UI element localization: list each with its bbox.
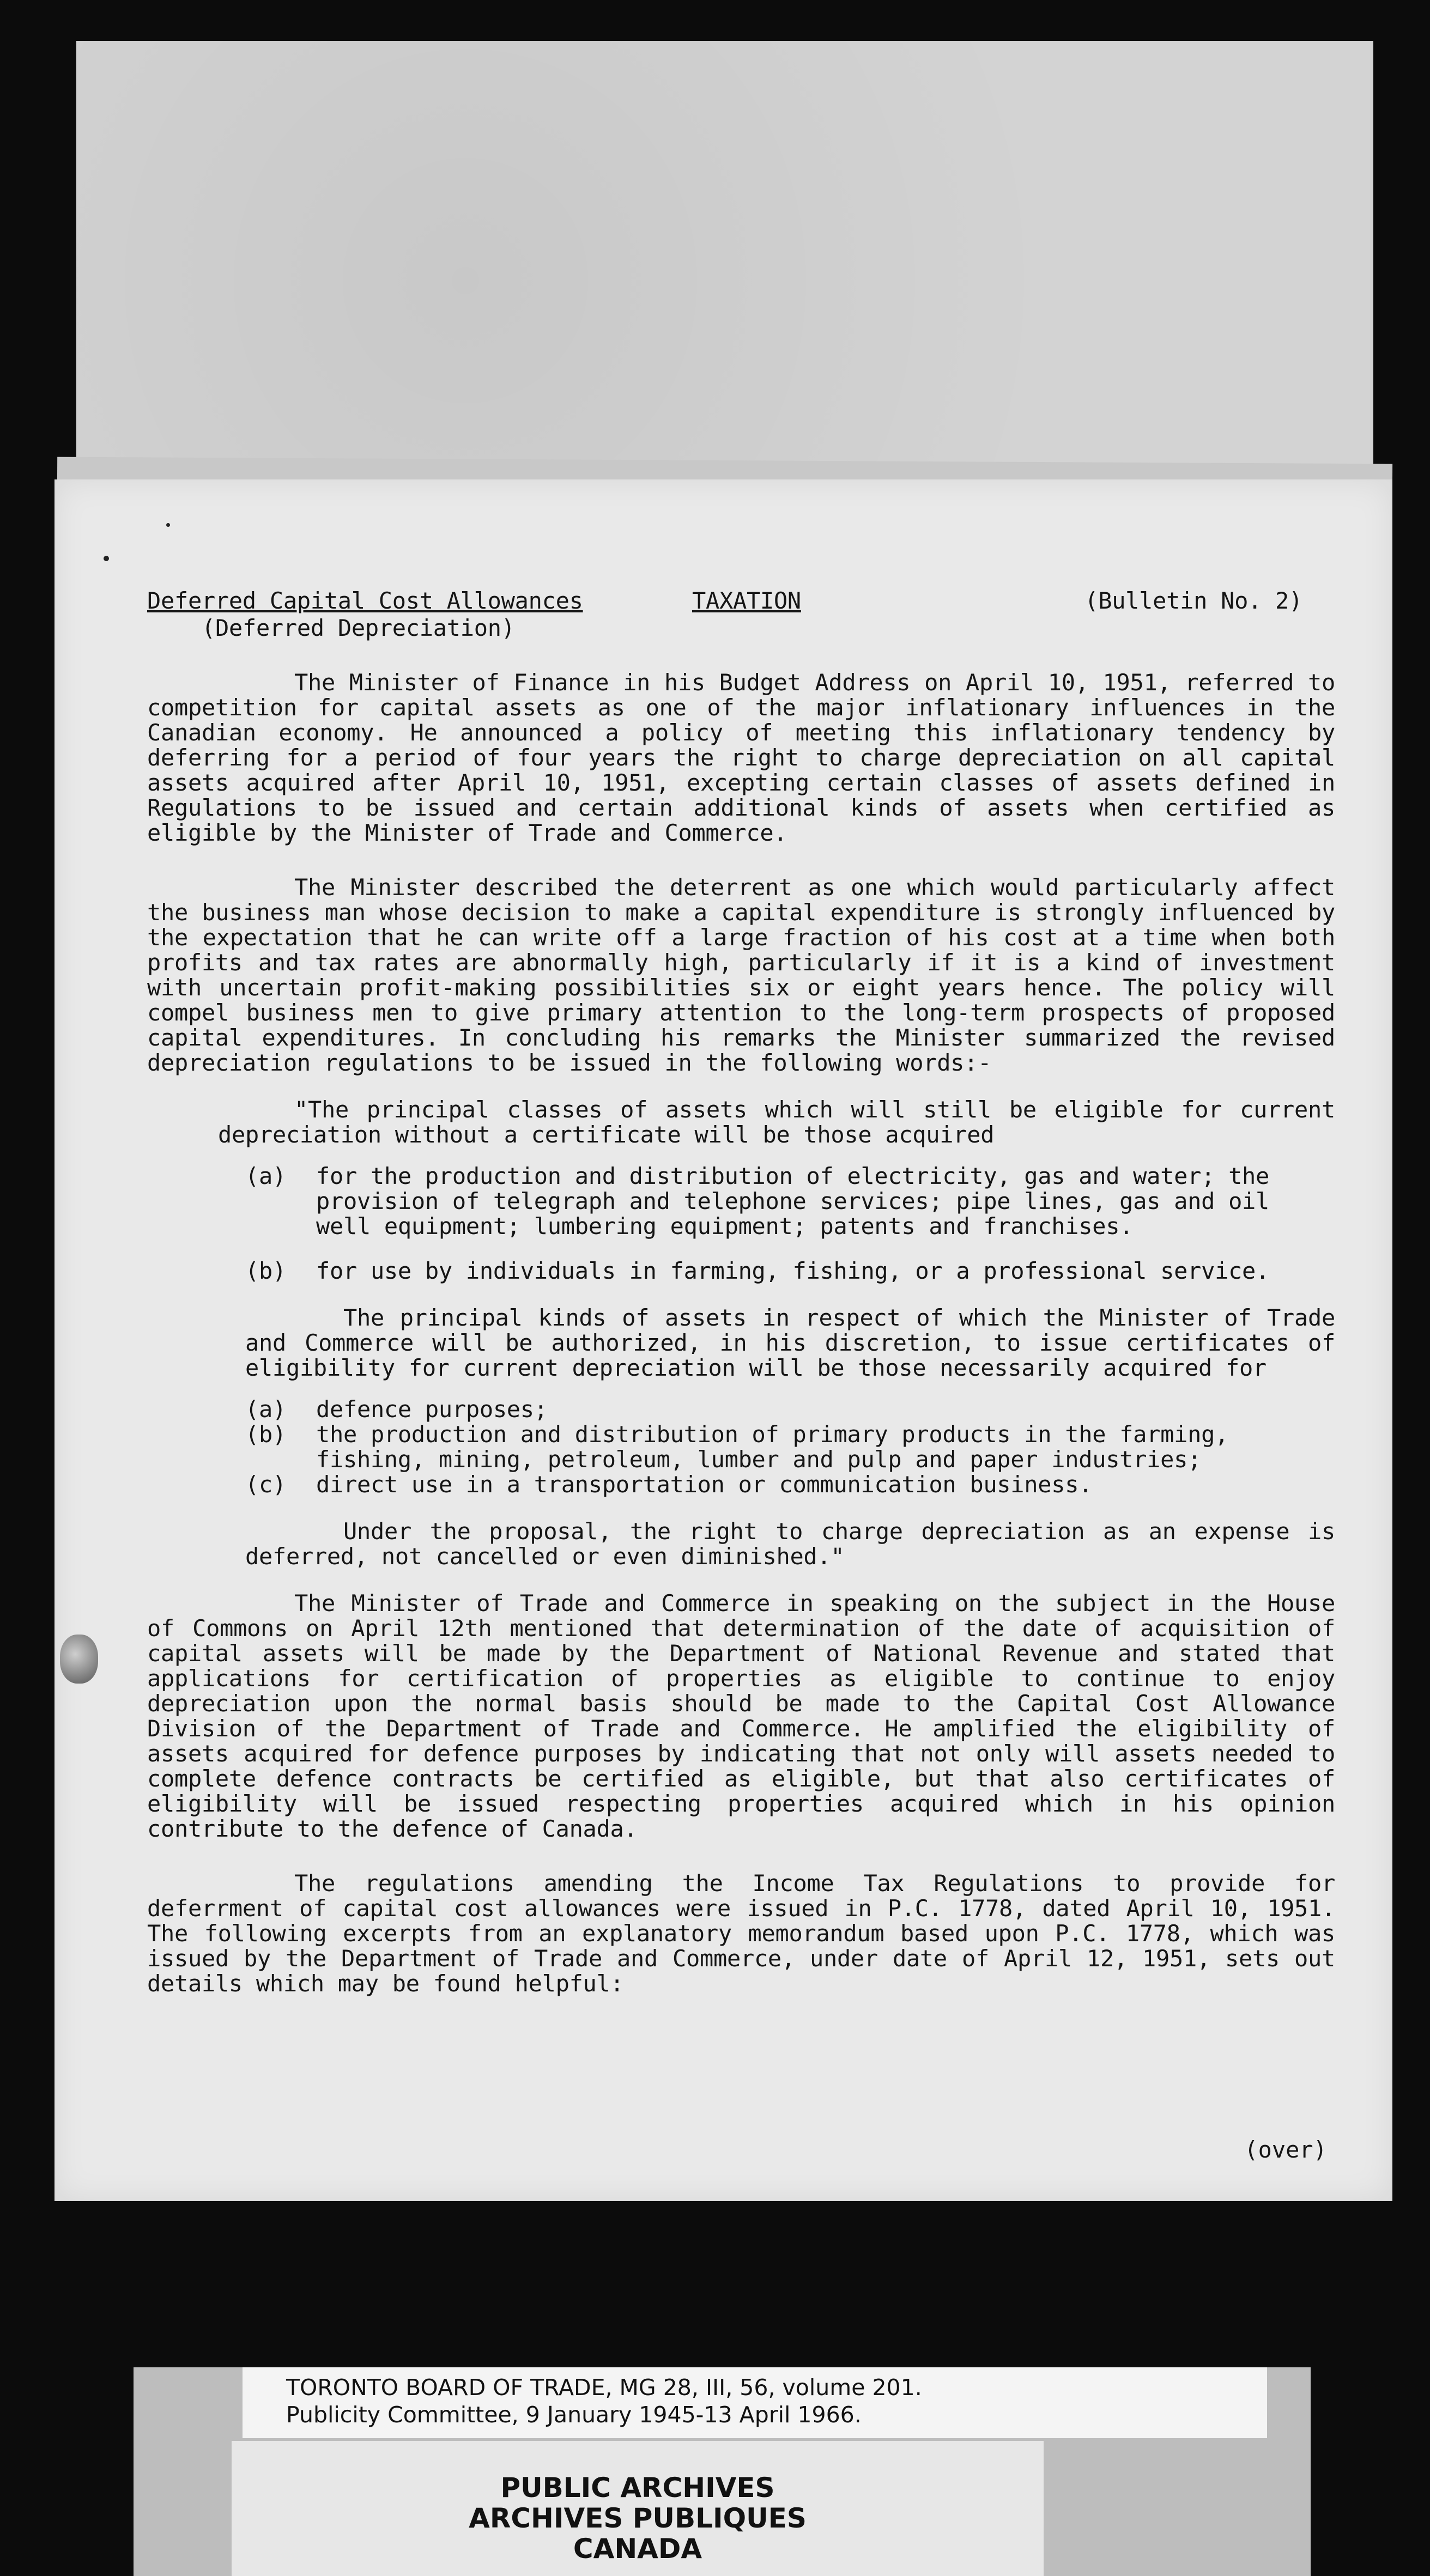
quote-list-certified-kinds	[147, 1397, 1335, 1497]
document-header	[147, 588, 1335, 616]
section-subtitle: (Deferred Depreciation)	[202, 615, 515, 641]
list-item-label: (a)	[245, 1163, 286, 1189]
archive-reference-line: TORONTO BOARD OF TRADE, MG 28, III, 56, volume 201.	[286, 2374, 922, 2401]
list-item	[245, 1422, 1335, 1472]
public-archives-stamp	[232, 2441, 1044, 2576]
category-title: TAXATION	[692, 587, 801, 614]
paragraph-regulations: The regulations amending the Income Tax Regulations to provide for deferrment of capital cost allowances were issued in P.C. 1778, dated April 10, 1951. The following excerpts from an explanatory memorandum based upon P.C. 1778, which was issued by the Department of Trade and Commerce, under date of April 12, 1951, sets out details which may be found helpful:	[147, 1870, 1335, 1997]
paper-speck	[104, 556, 109, 561]
paper-speck	[166, 523, 170, 527]
list-item-text: defence purposes;	[316, 1396, 548, 1423]
section-title: Deferred Capital Cost Allowances	[147, 587, 583, 614]
continued-marker: (over)	[1244, 2136, 1327, 2163]
quote-closing: Under the proposal, the right to charge depreciation as an expense is deferred, not cancelled or even diminished."	[245, 1518, 1335, 1570]
binder-pin	[60, 1635, 98, 1684]
list-item-text: for the production and distribution of electricity, gas and water; the provision of telegraph and telephone services; pipe lines, gas and oil well equipment; lumbering equipment; patents and franchises.	[316, 1163, 1270, 1240]
stamp-line: ARCHIVES PUBLIQUES	[469, 2502, 807, 2534]
stamp-line: CANADA	[573, 2533, 702, 2565]
bulletin-number: (Bulletin No. 2)	[1084, 587, 1302, 614]
list-item	[245, 1397, 1335, 1422]
list-item	[245, 1259, 1335, 1284]
list-item-text: for use by individuals in farming, fishing, or a professional service.	[316, 1257, 1270, 1284]
stamp-line: PUBLIC ARCHIVES	[500, 2472, 775, 2504]
quote-intro: "The principal classes of assets which will still be eligible for current depreciation without a certificate will be those acquired	[218, 1096, 1335, 1148]
list-item-label: (a)	[245, 1396, 286, 1423]
paragraph-deterrent: The Minister described the deterrent as one which would particularly affect the business man whose decision to make a capital expenditure is strongly influenced by the expectation that he can write off a large fraction of his cost at a time when both profits and tax rates are abnormally high, particularly if it is a kind of investment with uncertain profit-making possibilities six or eight years hence. The policy will compel business men to give primary attention to the long-term prospects of proposed capital expenditures. In concluding his remarks the Minister summarized the revised depreciation regulations to be issued in the following words:-	[147, 874, 1335, 1076]
list-item-text: direct use in a transportation or communication business.	[316, 1471, 1093, 1498]
list-item-text: the production and distribution of primary products in the farming, fishing, mining, petroleum, lumber and pulp and paper industries;	[316, 1421, 1229, 1473]
quote-middle: The principal kinds of assets in respect of which the Minister of Trade and Commerce will be authorized, in his discretion, to issue certificates of eligibility for current depreciation will be those necessarily acquired for	[245, 1304, 1335, 1381]
document-page	[54, 479, 1392, 2201]
archive-reference-line: Publicity Committee, 9 January 1945-13 April 1966.	[286, 2402, 862, 2428]
quote-list-eligible-classes	[147, 1164, 1335, 1284]
document-body	[147, 588, 1335, 1996]
list-item	[245, 1164, 1335, 1239]
list-item-label: (c)	[245, 1471, 286, 1498]
list-item-label: (b)	[245, 1257, 286, 1284]
paragraph-trade-commerce: The Minister of Trade and Commerce in speaking on the subject in the House of Commons on April 12th mentioned that determination of the date of acquisition of capital assets will be made by the Department of National Revenue and stated that applications for certification of properties as eligible to continue to enjoy depreciation upon the normal basis should be made to the Capital Cost Allowance Division of the Department of Trade and Commerce. He amplified the eligibility of assets acquired for defence purposes by indicating that not only will assets needed to complete defence contracts be certified as eligible, but that also certificates of eligibility will be issued respecting properties acquired which in his opinion contribute to the defence of Canada.	[147, 1590, 1335, 1842]
list-item	[245, 1472, 1335, 1497]
archive-reference-label	[243, 2367, 1267, 2438]
paragraph-budget-address: The Minister of Finance in his Budget Address on April 10, 1951, referred to competition for capital assets as one of the major inflationary influences in the Canadian economy. He announced a policy of meeting this inflationary tendency by deferring for a period of four years the right to charge depreciation on all capital assets acquired after April 10, 1951, excepting certain classes of assets defined in Regulations to be issued and certain additional kinds of assets when certified as eligible by the Minister of Trade and Commerce.	[147, 669, 1335, 846]
list-item-label: (b)	[245, 1421, 286, 1448]
